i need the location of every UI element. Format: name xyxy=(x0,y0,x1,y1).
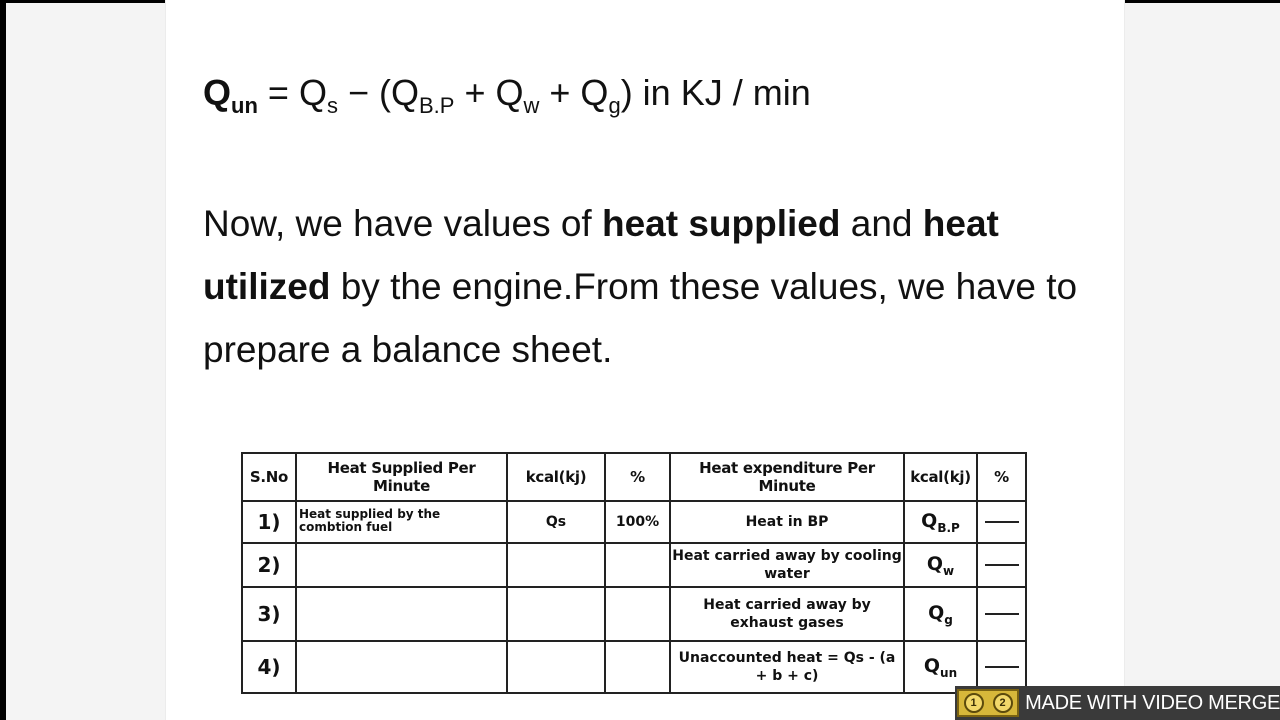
blank-dash xyxy=(985,521,1019,523)
row-sno: 1) xyxy=(242,501,296,543)
reel-mark-2: 2 xyxy=(993,693,1013,713)
row-heat-expenditure: Unaccounted heat = Qs - (a + b + c) xyxy=(670,641,904,693)
heat-balance-sheet-table xyxy=(241,452,1027,694)
paragraph-bold-heat-supplied: heat supplied xyxy=(602,203,841,244)
q-subscript: un xyxy=(940,665,958,680)
formula-qg-sub: g xyxy=(608,93,621,118)
watermark-text: MADE WITH VIDEO MERGE xyxy=(1025,691,1280,714)
row-sno: 4) xyxy=(242,641,296,693)
header-heat-expenditure: Heat expenditure Per Minute xyxy=(670,453,904,501)
row-percent-expenditure xyxy=(977,587,1026,641)
row-kcal-supplied xyxy=(507,641,605,693)
formula-qw-sub: w xyxy=(523,93,540,118)
reel-mark-1: 1 xyxy=(964,693,984,713)
row-heat-supplied xyxy=(296,587,507,641)
formula-qs: Q xyxy=(298,72,327,113)
row-q-symbol xyxy=(904,543,977,587)
paragraph-bold-heat-utilized: heat utilized xyxy=(203,203,999,307)
q-subscript: g xyxy=(944,612,953,627)
row-heat-expenditure: Heat carried away by exhaust gases xyxy=(670,587,904,641)
formula-lhs: Q xyxy=(203,72,232,113)
blank-dash xyxy=(985,564,1019,566)
row-kcal-supplied xyxy=(507,543,605,587)
paragraph-text-3: by the engine.From these values, we have to prepare a balance sheet. xyxy=(203,266,1078,370)
q-subscript: w xyxy=(943,563,955,578)
header-heat-supplied: Heat Supplied Per Minute xyxy=(296,453,507,501)
paragraph-text-2: and xyxy=(840,203,923,244)
table-row xyxy=(242,543,1026,587)
header-percent-supplied: % xyxy=(605,453,670,501)
blank-dash xyxy=(985,613,1019,615)
row-percent-supplied xyxy=(605,543,670,587)
formula-qbp: Q xyxy=(390,72,419,113)
row-kcal-supplied: Qs xyxy=(507,501,605,543)
q-letter: Q xyxy=(923,654,941,677)
formula-plus-1: + xyxy=(454,72,496,113)
row-q-symbol xyxy=(904,501,977,543)
formula-tail: ) in KJ / min xyxy=(620,72,811,113)
header-percent-expenditure: % xyxy=(977,453,1026,501)
row-sno: 3) xyxy=(242,587,296,641)
table-header-row xyxy=(242,453,1026,501)
row-heat-supplied xyxy=(296,641,507,693)
row-percent-supplied xyxy=(605,587,670,641)
q-letter: Q xyxy=(926,552,944,575)
row-sno: 2) xyxy=(242,543,296,587)
row-heat-expenditure: Heat in BP xyxy=(670,501,904,543)
formula-qbp-sub: B.P xyxy=(418,93,455,118)
frame-left-border xyxy=(0,0,6,720)
row-q-symbol xyxy=(904,587,977,641)
header-kcal-expenditure: kcal(kj) xyxy=(904,453,977,501)
formula-qw: Q xyxy=(495,72,524,113)
row-kcal-supplied xyxy=(507,587,605,641)
row-heat-supplied xyxy=(296,543,507,587)
row-percent-expenditure xyxy=(977,501,1026,543)
heat-unaccounted-formula xyxy=(203,72,811,119)
q-letter: Q xyxy=(928,601,945,624)
formula-plus-2: + xyxy=(539,72,581,113)
film-reel-icon xyxy=(957,689,1019,717)
row-percent-expenditure xyxy=(977,543,1026,587)
row-heat-expenditure: Heat carried away by cooling water xyxy=(670,543,904,587)
balance-sheet-paragraph xyxy=(203,192,1103,381)
row-percent-supplied xyxy=(605,641,670,693)
formula-lhs-sub: un xyxy=(231,93,258,118)
table-row xyxy=(242,501,1026,543)
blank-dash xyxy=(985,666,1019,668)
row-percent-supplied: 100% xyxy=(605,501,670,543)
header-kcal-supplied: kcal(kj) xyxy=(507,453,605,501)
header-sno: S.No xyxy=(242,453,296,501)
q-subscript: B.P xyxy=(937,520,960,535)
table-row xyxy=(242,641,1026,693)
paragraph-text-1: Now, we have values of xyxy=(203,203,602,244)
formula-minus: − ( xyxy=(337,72,391,113)
formula-qg: Q xyxy=(580,72,609,113)
formula-qs-sub: s xyxy=(326,93,338,118)
q-letter: Q xyxy=(921,509,938,532)
video-merge-watermark xyxy=(955,686,1280,720)
table-row xyxy=(242,587,1026,641)
row-heat-supplied: Heat supplied by the combtion fuel xyxy=(296,501,507,543)
formula-equals: = xyxy=(257,72,299,113)
